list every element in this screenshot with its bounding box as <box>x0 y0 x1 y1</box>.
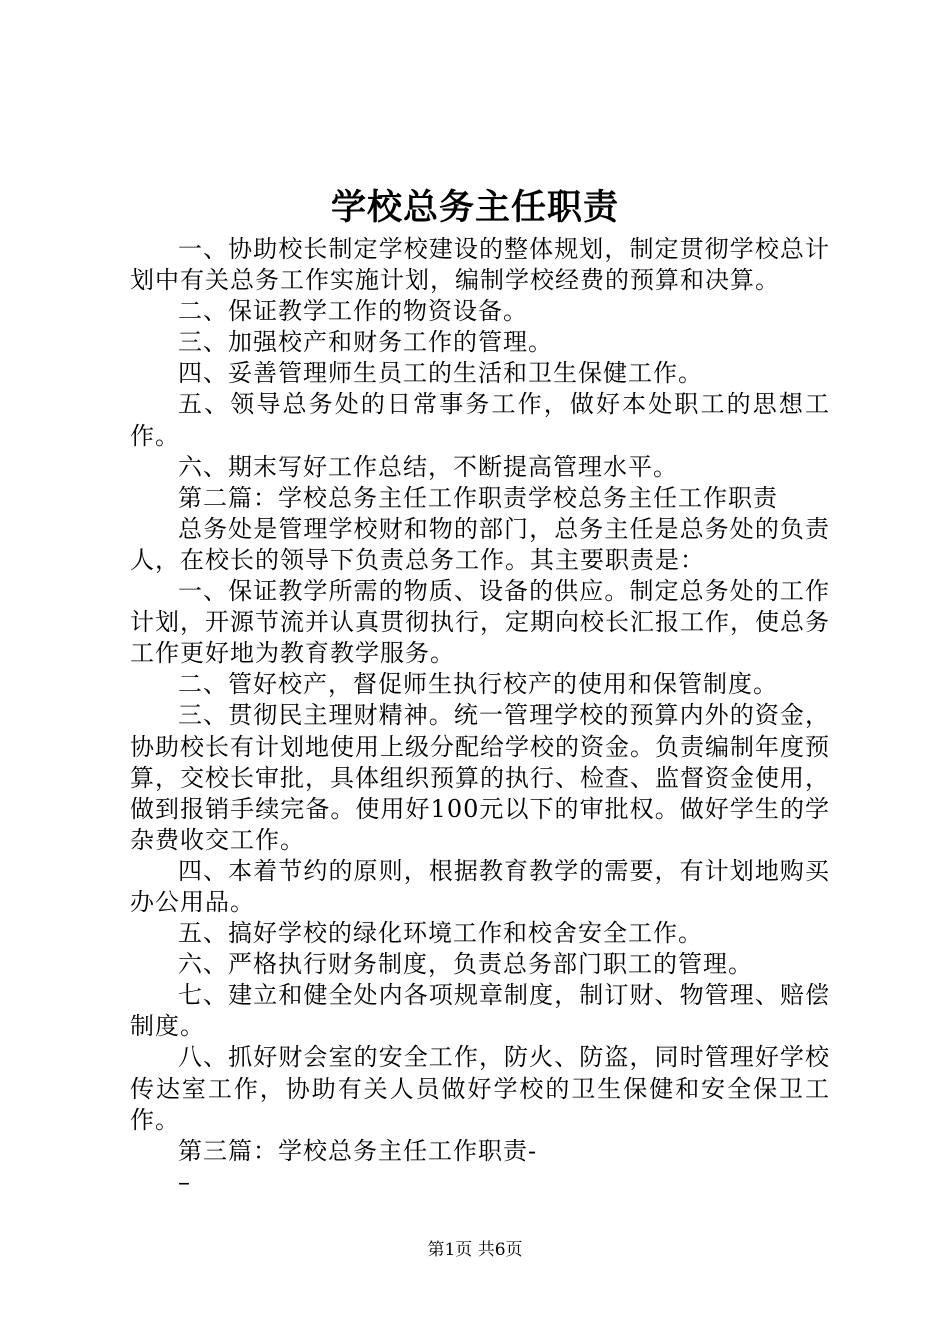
paragraph: 总务处是管理学校财和物的部门，总务主任是总务处的负责人，在校长的领导下负责总务工作。其主要职责是： <box>130 514 830 574</box>
paragraph: 五、领导总务处的日常事务工作，做好本处职工的思想工作。 <box>130 390 830 450</box>
paragraph: 四、妥善管理师生员工的生活和卫生保健工作。 <box>178 359 703 388</box>
paragraph: 八、抓好财会室的安全工作，防火、防盗，同时管理好学校传达室工作，协助有关人员做好学校的卫生保健和安全保卫工作。 <box>130 1043 830 1134</box>
paragraph: 六、严格执行财务制度，负责总务部门职工的管理。 <box>178 950 753 979</box>
section-heading: 第二篇：学校总务主任工作职责学校总务主任工作职责 <box>178 483 778 512</box>
paragraph: 三、贯彻民主理财精神。统一管理学校的预算内外的资金，协助校长有计划地使用上级分配给学校的资金。负责编制年度预算，交校长审批，具体组织预算的执行、检查、监督资金使用，做到报销手续完备。使用好100元以下的审批权。做好学生的学杂费收交工作。 <box>130 701 830 854</box>
page-footer: 第1页 共6页 <box>427 1240 523 1260</box>
paragraph: 二、管好校产，督促师生执行校产的使用和保管制度。 <box>178 670 778 699</box>
paragraph: 七、建立和健全处内各项规章制度，制订财、物管理、赔偿制度。 <box>130 981 830 1041</box>
paragraph: 一、保证教学所需的物质、设备的供应。制定总务处的工作计划，开源节流并认真贯彻执行，定期向校长汇报工作，使总务工作更好地为教育教学服务。 <box>130 577 830 668</box>
paragraph: 五、搞好学校的绿化环境工作和校舍安全工作。 <box>178 919 703 948</box>
paragraph: 一、协助校长制定学校建设的整体规划，制定贯彻学校总计划中有关总务工作实施计划，编制学校经费的预算和决算。 <box>130 235 830 295</box>
paragraph: 六、期末写好工作总结，不断提高管理水平。 <box>178 452 678 481</box>
document-title: 学校总务主任职责 <box>330 187 619 228</box>
section-heading: 第三篇：学校总务主任工作职责- <box>178 1136 538 1165</box>
document-body <box>130 234 830 1198</box>
paragraph: – <box>178 1167 191 1196</box>
paragraph: 二、保证教学工作的物资设备。 <box>178 297 528 326</box>
paragraph: 四、本着节约的原则，根据教育教学的需要，有计划地购买办公用品。 <box>130 856 830 916</box>
paragraph: 三、加强校产和财务工作的管理。 <box>178 328 553 357</box>
